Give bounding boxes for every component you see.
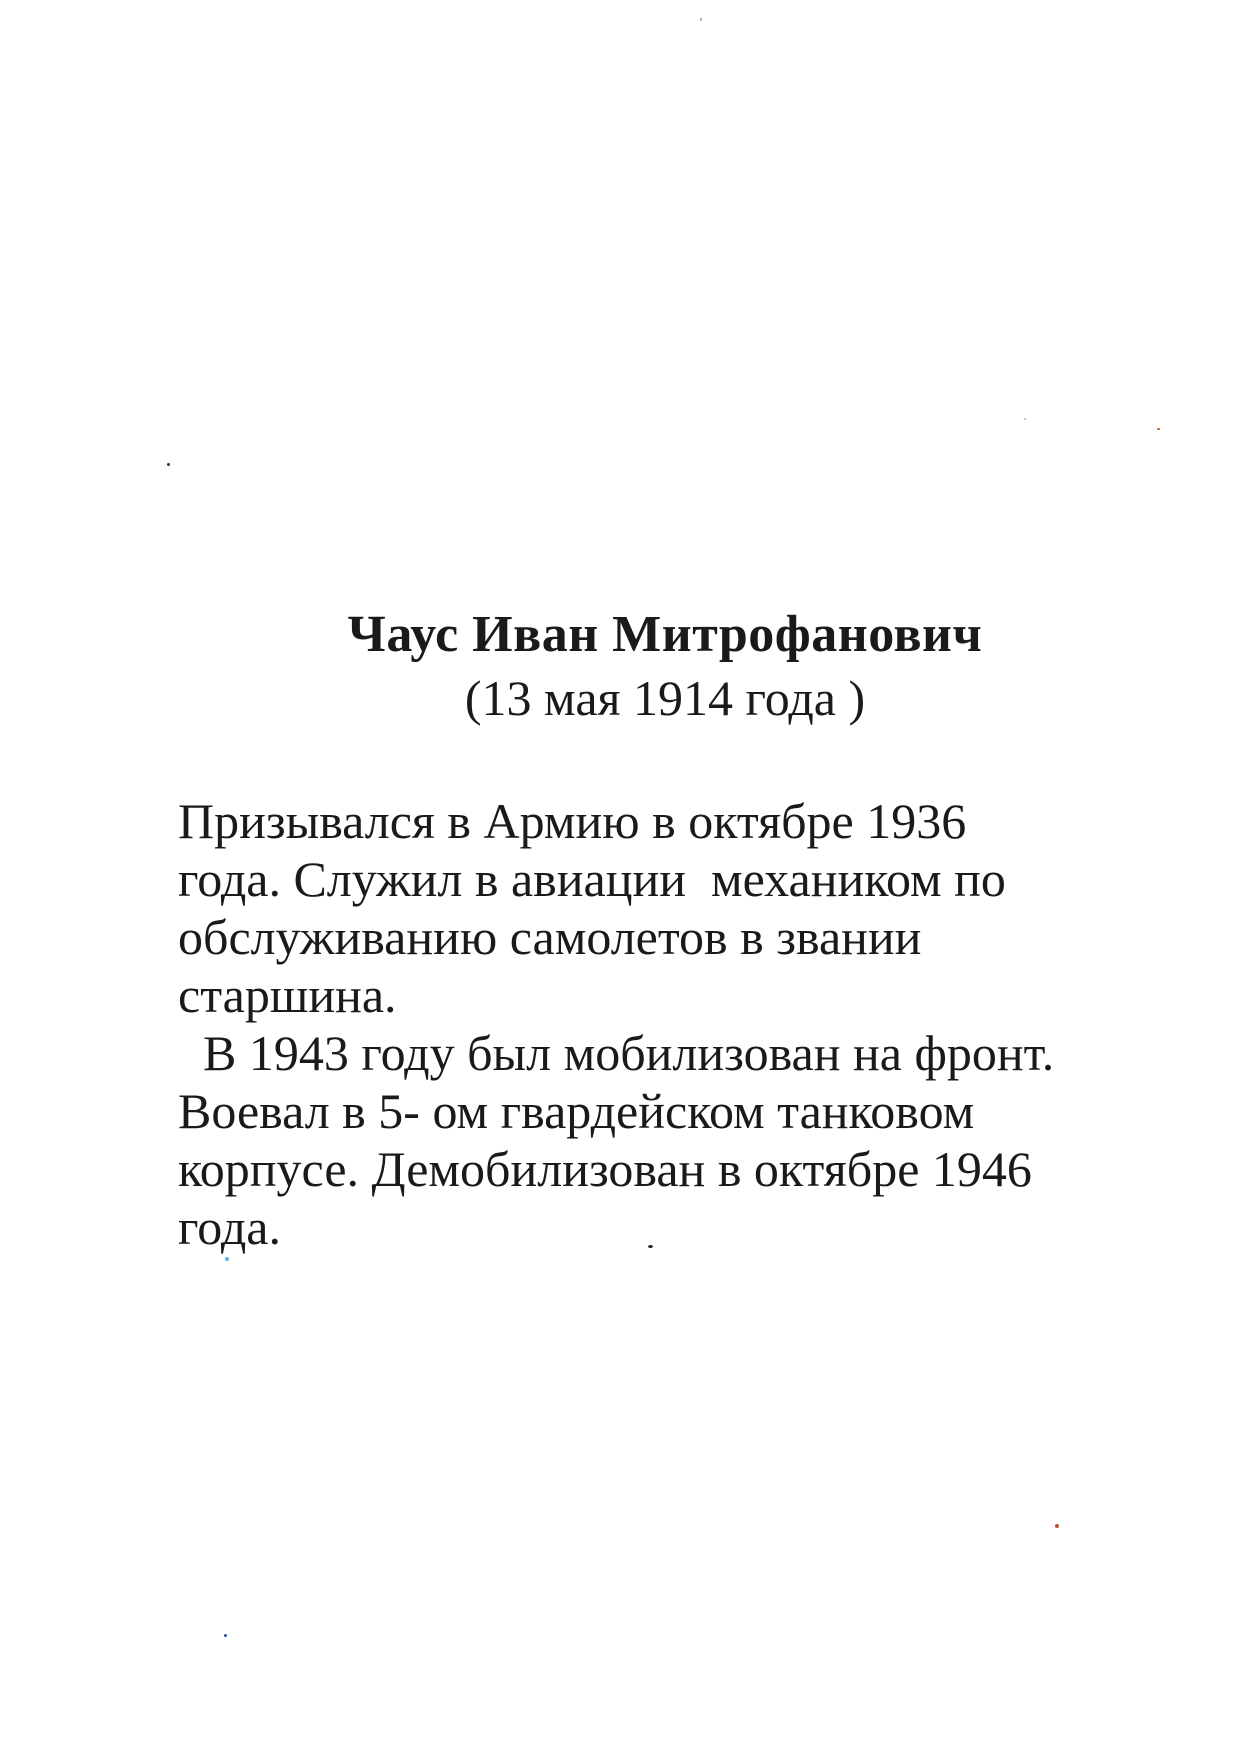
text-line: обслуживанию самолетов в звании <box>178 909 922 965</box>
scan-speck <box>167 463 170 466</box>
paragraph-service <box>178 792 1178 1024</box>
text-line: Воевал в 5- ом гвардейском танковом <box>178 1083 975 1139</box>
scan-speck <box>225 1257 229 1261</box>
scan-speck <box>700 18 702 21</box>
paragraph-war <box>178 1024 1178 1256</box>
scan-speck <box>224 1634 227 1637</box>
person-name-heading: Чаус Иван Митрофанович <box>347 606 983 663</box>
text-line: старшина. <box>178 967 397 1023</box>
text-line: года. Служил в авиации механиком по <box>178 851 1006 907</box>
text-line: Призывался в Армию в октябре 1936 <box>178 793 967 849</box>
biography-text <box>178 792 1178 1256</box>
scan-speck <box>1157 428 1160 430</box>
text-line: корпусе. Демобилизован в октябре 1946 <box>178 1141 1032 1197</box>
scan-speck <box>1024 418 1026 420</box>
scan-speck <box>1055 1524 1059 1528</box>
text-line: года. <box>178 1199 281 1255</box>
scan-speck <box>648 1245 653 1248</box>
text-line: В 1943 году был мобилизован на фронт. <box>178 1025 1055 1081</box>
birth-date: (13 мая 1914 года ) <box>464 670 866 726</box>
